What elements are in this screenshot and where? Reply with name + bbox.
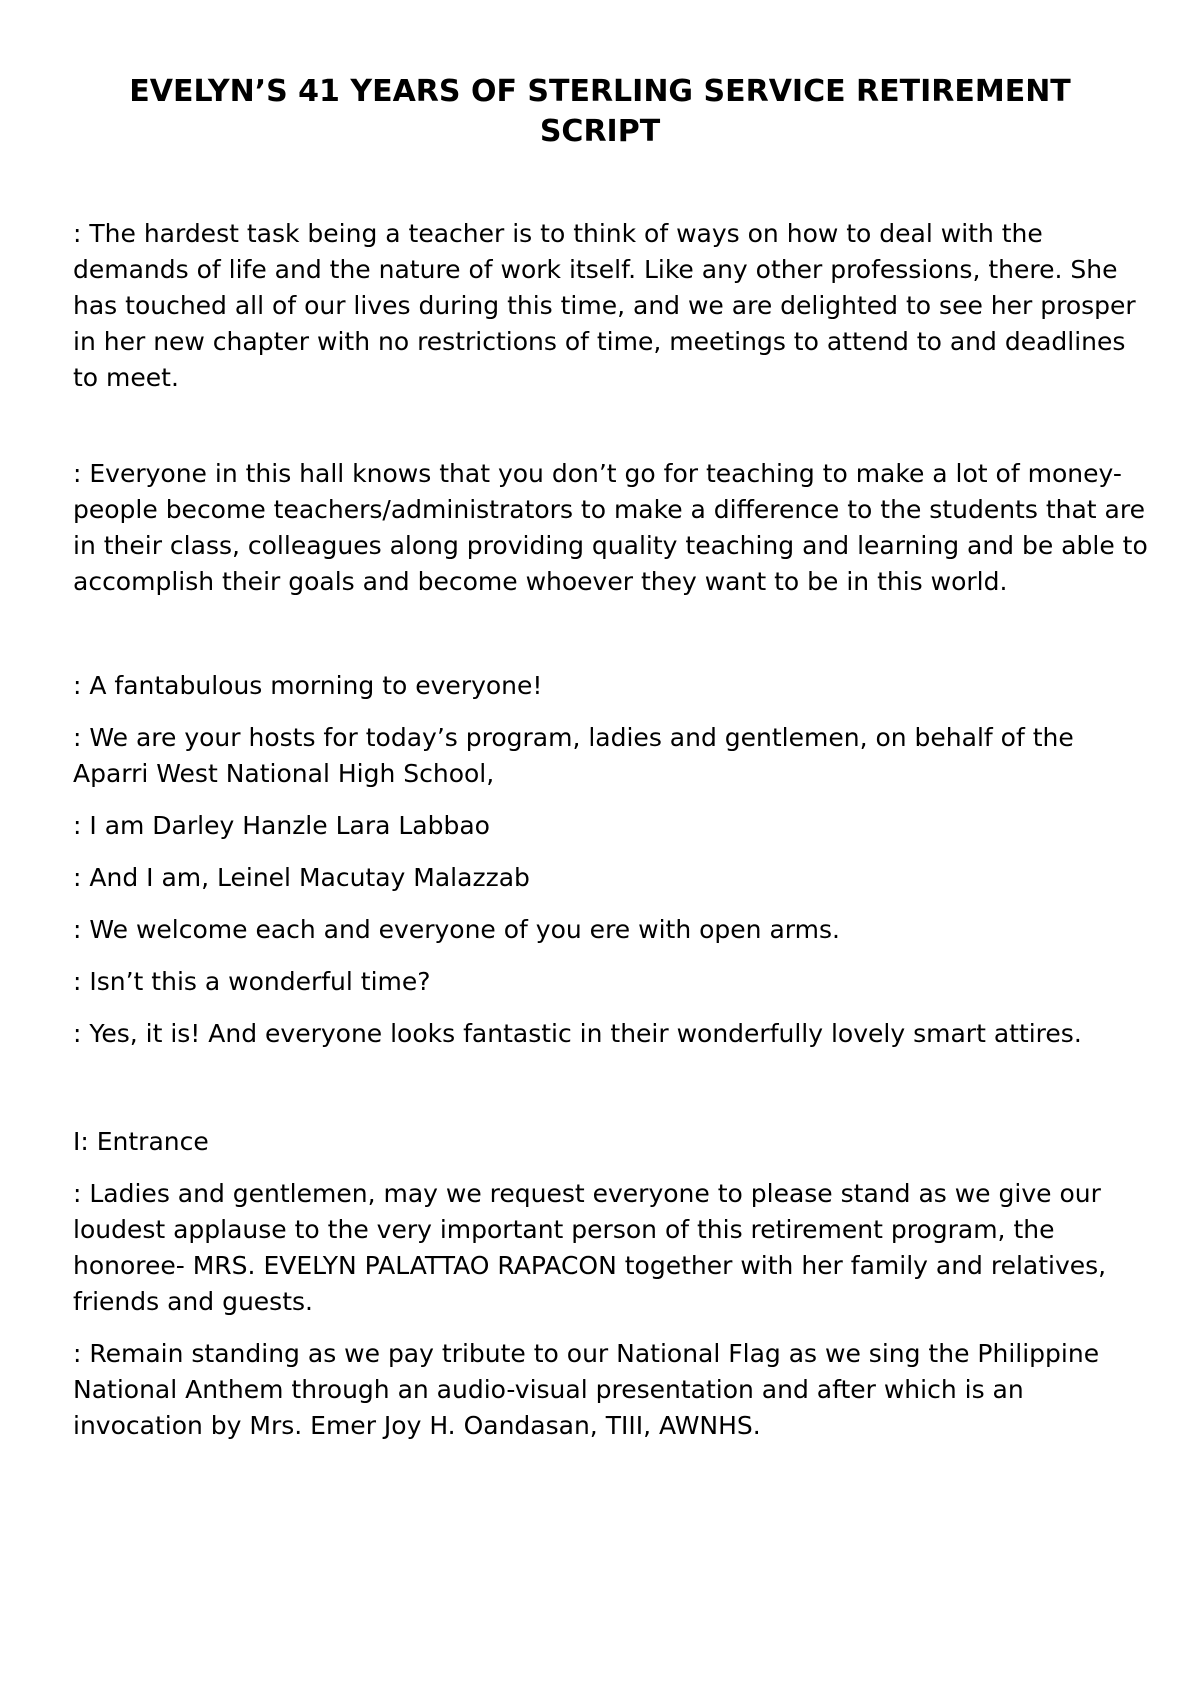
paragraph-teaching: : Everyone in this hall knows that you don’t go for teaching to make a lot of money- people become teachers/administrators to make a difference to the students that are in their class, colleagues along providing quality teaching and learning and be able to accomplish their goals and become whoever they want to be in this world. — [73, 459, 1148, 596]
title-line-1: EVELYN’S 41 YEARS OF STERLING SERVICE RETIREMENT — [129, 74, 1071, 109]
title-line-2: SCRIPT — [539, 114, 661, 149]
line-welcome: : We welcome each and everyone of you ere with open arms. — [73, 915, 840, 944]
line-hosts: : We are your hosts for today’s program, ladies and gentlemen, on behalf of the Aparri West National High School, — [73, 723, 1074, 788]
line-host-2: : And I am, Leinel Macutay Malazzab — [73, 863, 530, 892]
paragraph-entrance: : Ladies and gentlemen, may we request everyone to please stand as we give our loudest applause to the very important person of this retirement program, the honoree- MRS. EVELYN PALATTAO RAPACON together with her family and relatives, friends and guests. — [73, 1179, 1107, 1316]
line-host-1: : I am Darley Hanzle Lara Labbao — [73, 811, 490, 840]
paragraph-intro: : The hardest task being a teacher is to think of ways on how to deal with the demands of life and the nature of work itself. Like any other professions, there. She has touched all of our lives during this time, and we are delighted to see her prosper in her new chapter with no restrictions of time, meetings to attend to and deadlines to meet. — [73, 219, 1136, 392]
section-entrance: I: Entrance — [73, 1127, 209, 1156]
line-question: : Isn’t this a wonderful time? — [73, 967, 431, 996]
paragraph-anthem: : Remain standing as we pay tribute to our National Flag as we sing the Philippine National Anthem through an audio-visual presentation and after which is an invocation by Mrs. Emer Joy H. Oandasan, TIII, AWNHS. — [73, 1339, 1100, 1440]
line-answer: : Yes, it is! And everyone looks fantastic in their wonderfully lovely smart attires. — [73, 1019, 1082, 1048]
line-greeting: : A fantabulous morning to everyone! — [73, 671, 543, 700]
script-body — [73, 216, 1153, 1444]
document-title — [70, 72, 1130, 152]
